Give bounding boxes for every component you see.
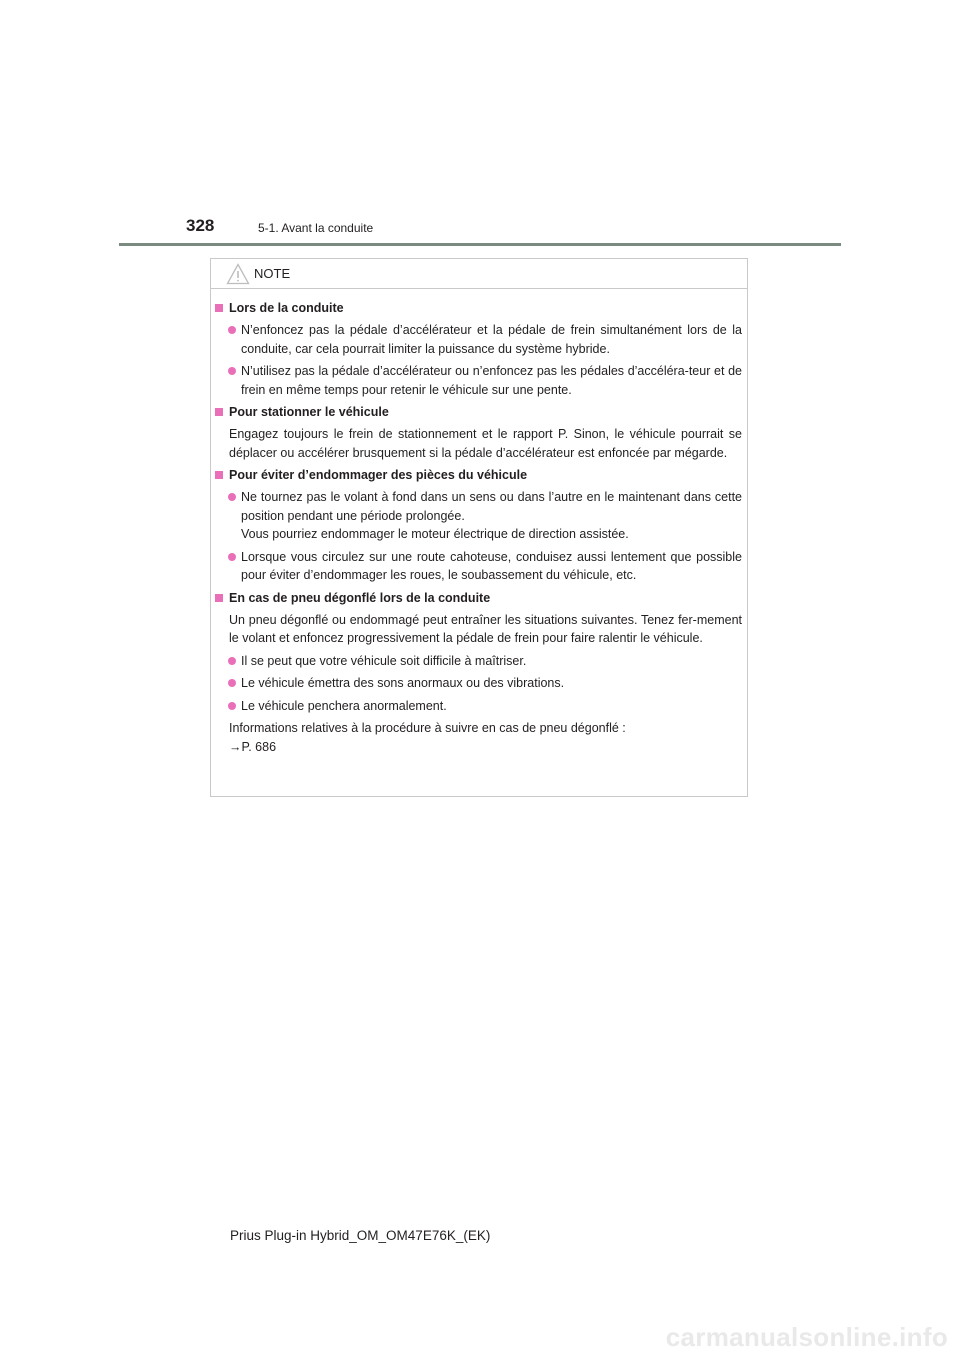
list-item-extra-text: Vous pourriez endommager le moteur électrique de direction assistée. [241, 527, 629, 541]
list-item-text: Il se peut que votre véhicule soit difficile à maîtriser. [241, 653, 527, 668]
closing-text: Informations relatives à la procédure à suivre en cas de pneu dégonflé : [229, 721, 626, 735]
section-title: 5-1. Avant la conduite [258, 221, 374, 235]
list-item [211, 362, 747, 399]
round-bullet-icon [228, 679, 236, 687]
section-heading [211, 403, 747, 421]
list-item-text: Ne tournez pas le volant à fond dans un sens ou dans l’autre en le maintenant dans cette position pendant une période prolongée. [241, 490, 742, 523]
list-item [211, 488, 747, 544]
square-bullet-icon [215, 304, 223, 312]
square-bullet-icon [215, 471, 223, 479]
section-heading-text: Lors de la conduite [229, 301, 344, 315]
round-bullet-icon [228, 367, 236, 375]
list-item [211, 652, 747, 671]
note-header [211, 259, 747, 289]
section-closing-text [211, 719, 747, 756]
section-paragraph: Un pneu dégonflé ou endommagé peut entraîner les situations suivantes. Tenez fer-mement le volant et enfoncez progressivement la pédale de frein pour faire ralentir le véhicule. [229, 612, 742, 645]
note-section-damage [211, 466, 747, 585]
watermark: carmanualsonline.info [665, 1322, 948, 1352]
section-heading [211, 466, 747, 484]
note-label: NOTE [254, 266, 291, 281]
round-bullet-icon [228, 702, 236, 710]
note-body [211, 299, 747, 760]
list-item [211, 548, 747, 585]
section-paragraph: Engagez toujours le frein de stationnement et le rapport P. Sinon, le véhicule pourrait se déplacer ou accélérer brusquement si la pédale d’accélérateur est enfoncée par mégarde. [229, 427, 742, 460]
list-item-text: Le véhicule penchera anormalement. [241, 698, 447, 713]
list-item [211, 674, 747, 693]
list-item-text: N’utilisez pas la pédale d’accélérateur ou n’enfoncez pas les pédales d’accéléra-teur et de frein en même temps pour retenir le véhicule sur une pente. [241, 364, 742, 397]
note-section-flat-tire [211, 589, 747, 757]
warning-triangle-icon [226, 263, 250, 285]
page-header [0, 0, 960, 250]
note-section-parking [211, 403, 747, 462]
round-bullet-icon [228, 553, 236, 561]
section-heading [211, 589, 747, 607]
round-bullet-icon [228, 493, 236, 501]
note-section-driving [211, 299, 747, 399]
round-bullet-icon [228, 657, 236, 665]
page-number: 328 [186, 216, 215, 235]
section-heading [211, 299, 747, 317]
square-bullet-icon [215, 408, 223, 416]
header-divider [119, 243, 841, 246]
list-item-text: Lorsque vous circulez sur une route cahoteuse, conduisez aussi lentement que possible pour éviter d’endommager les roues, le soubassement du véhicule, etc. [241, 549, 742, 582]
note-box [210, 258, 748, 797]
list-item [211, 697, 747, 716]
list-item-text: Le véhicule émettra des sons anormaux ou des vibrations. [241, 676, 565, 690]
page-reference-link[interactable]: →P. 686 [229, 739, 277, 754]
section-heading-text: En cas de pneu dégonflé lors de la conduite [229, 590, 491, 605]
list-item [211, 321, 747, 358]
square-bullet-icon [215, 594, 223, 602]
list-item-text: N’enfoncez pas la pédale d’accélérateur et la pédale de frein simultanément lors de la conduite, car cela pourrait limiter la puissance du système hybride. [241, 323, 742, 356]
footer-model-code: Prius Plug-in Hybrid_OM_OM47E76K_(EK) [230, 1228, 491, 1243]
section-heading-text: Pour éviter d’endommager des pièces du véhicule [229, 468, 528, 482]
section-heading-text: Pour stationner le véhicule [229, 405, 389, 419]
round-bullet-icon [228, 326, 236, 334]
